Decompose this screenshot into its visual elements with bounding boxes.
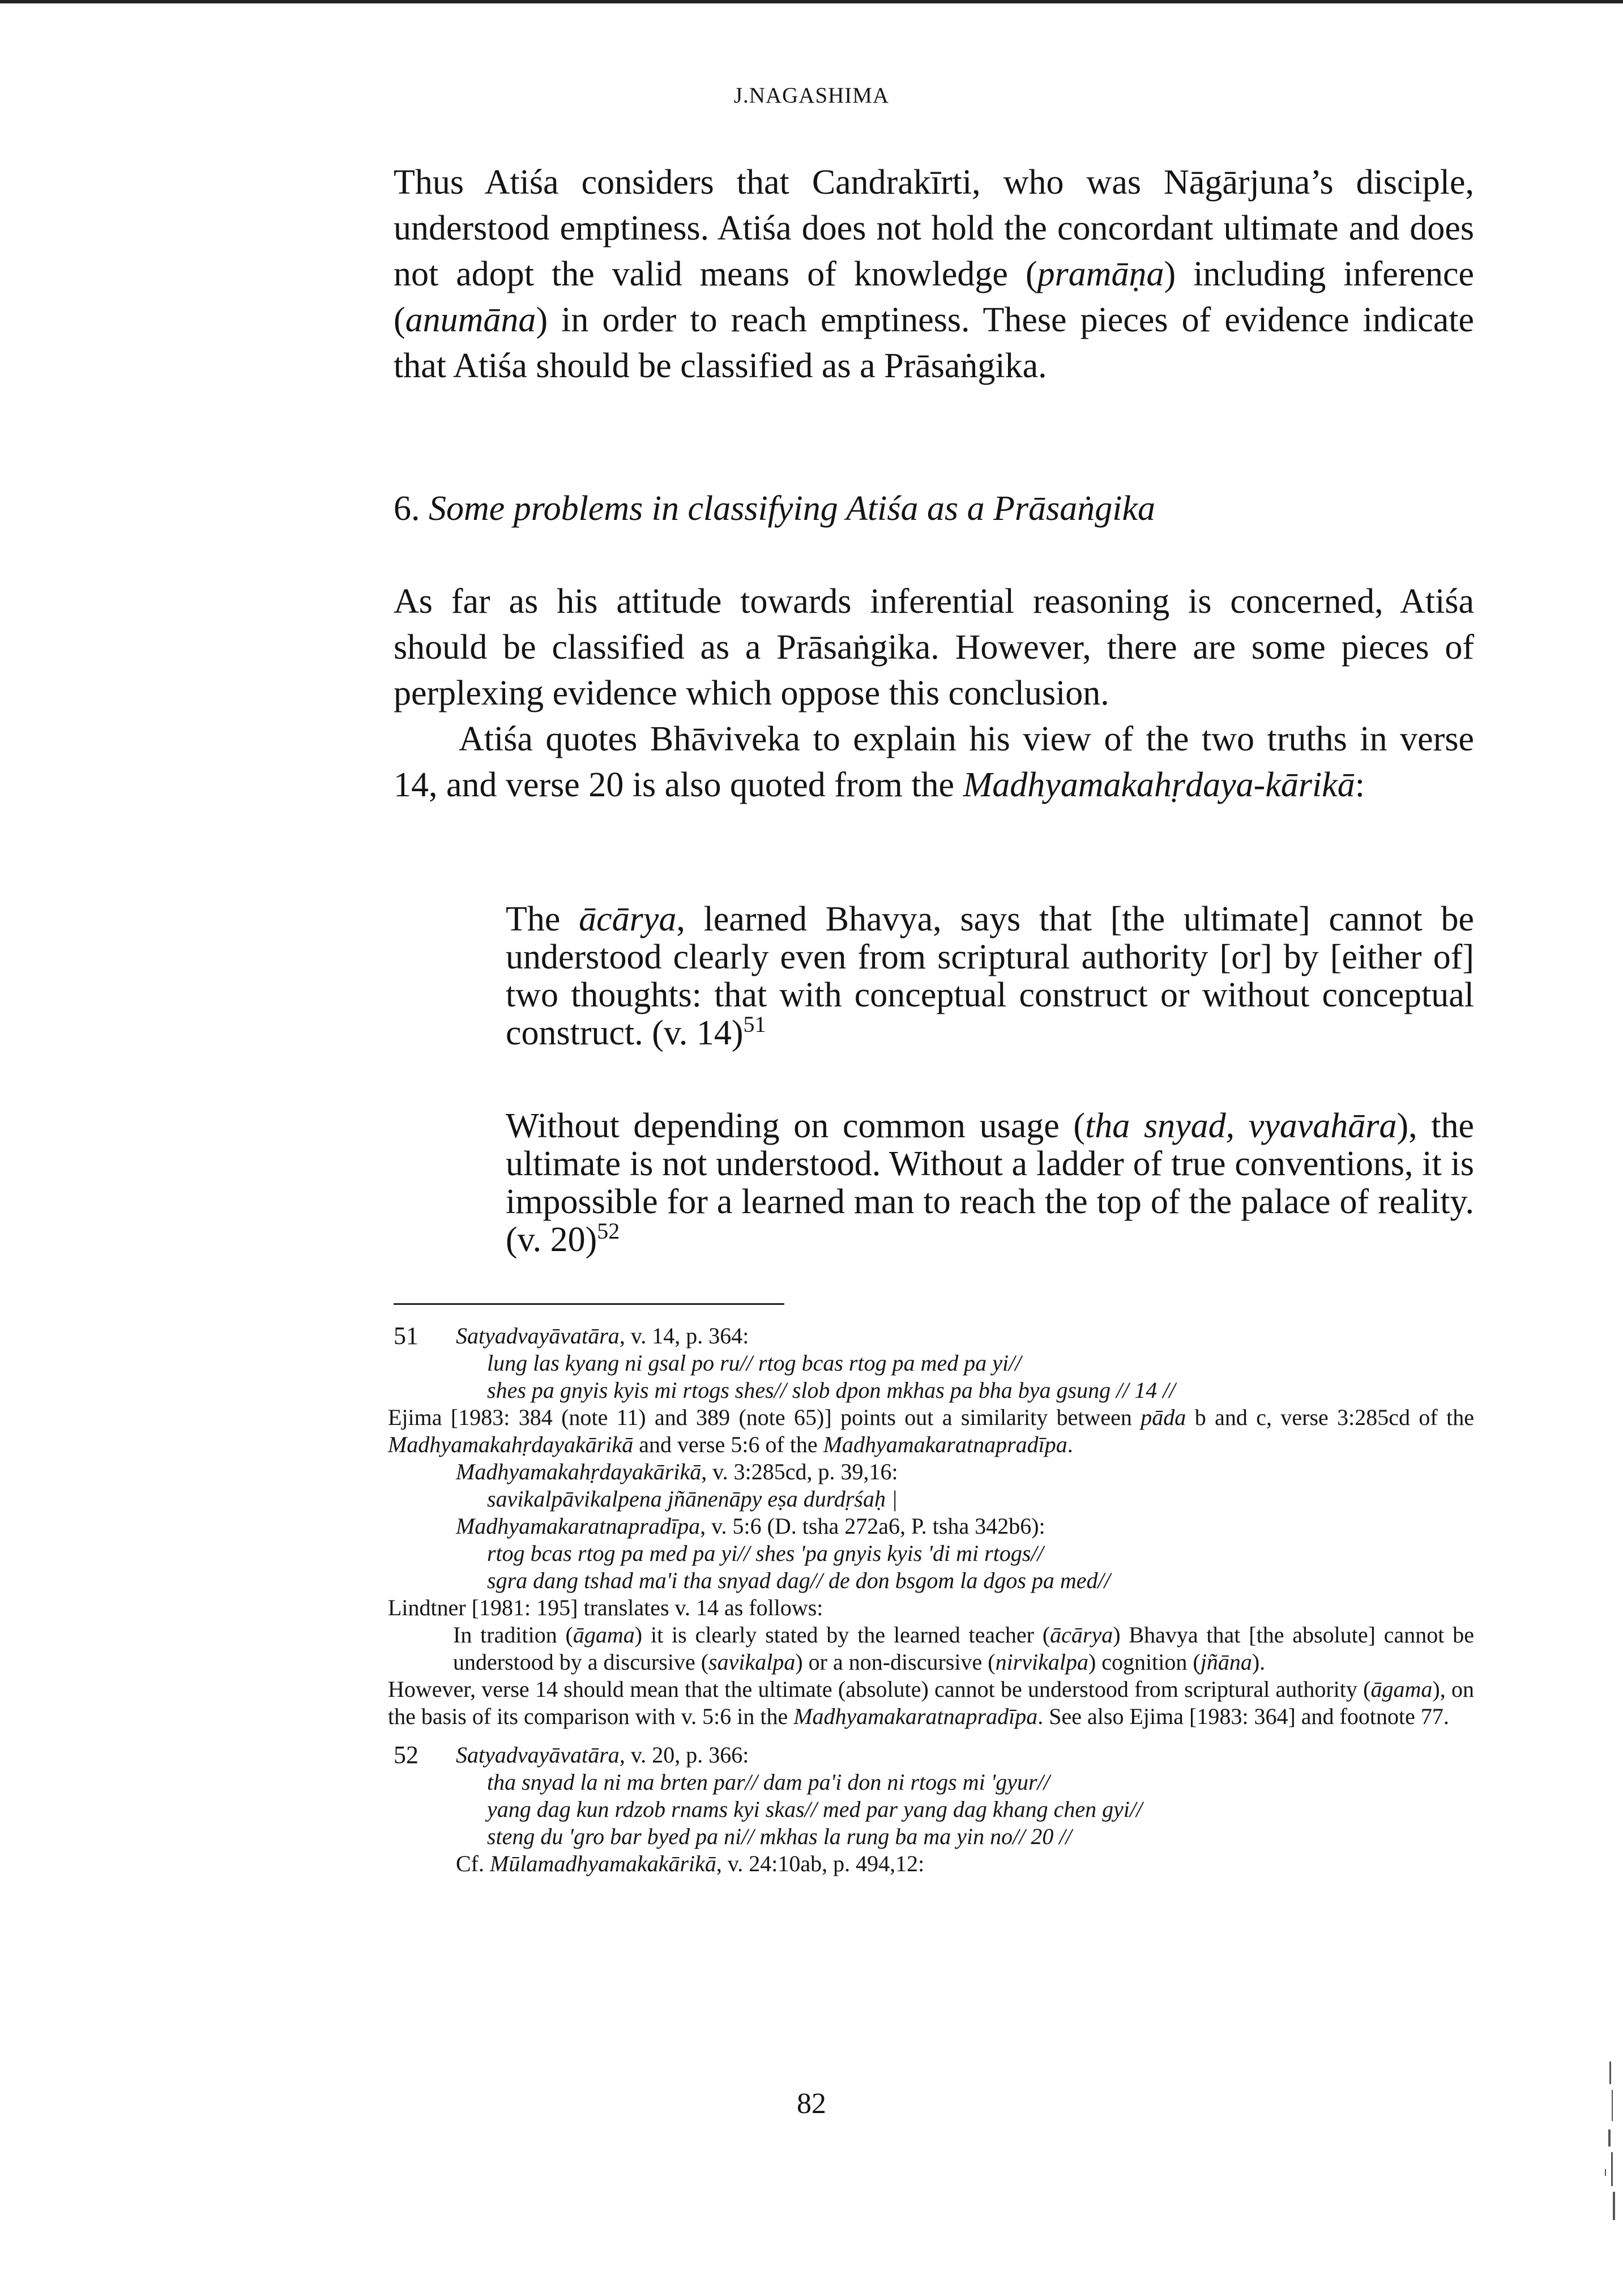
footnote-line [388,1769,1474,1796]
italic-text: pramāṇa [1037,255,1164,293]
text-run: ) cognition ( [1088,1649,1201,1675]
italic-text: Satyadvayāvatāra [456,1742,620,1768]
section-title: Some problems in classifying Atiśa as a Prāsaṅgika [429,489,1156,528]
text-run: lung las kyang ni gsal po ru// rtog bcas rtog pa med pa yi// [487,1350,1022,1376]
text-run: As far as his attitude towards inferential reasoning is concerned, Atiśa should be classified as a Prāsaṅgika. However, there are some pieces of perplexing evidence which oppose this conclusion. [394,582,1474,712]
italic-text: tha snyad, vyavahāra [1085,1107,1397,1145]
footnote-line [388,1377,1474,1404]
text-run: , v. 3:285cd, p. 39,16: [701,1459,898,1484]
footnote-line [388,1513,1474,1540]
text-run: shes pa gnyis kyis mi rtogs shes// slob dpon mkhas pa bha bya gsung // 14 // [487,1377,1176,1403]
italic-text: Madhyamakaratnapradīpa [456,1513,701,1539]
italic-text: jñāna [1200,1649,1252,1675]
section-heading [394,486,1155,532]
text-run: Thus Atiśa considers that Candrakīrti, who was Nāgārjuna’s disciple, understood emptiness. Atiśa does not hold the concordant ultimate and does not adopt the valid means of knowledge ( [394,163,1474,293]
text-run: b and c, verse 3:285cd of the [1186,1405,1474,1430]
italic-text: Madhyamakaratnapradīpa [823,1432,1067,1457]
paragraph-inferential-reasoning [394,579,1474,716]
footnote-line [388,1486,1474,1513]
italic-text: savikalpa [708,1649,796,1675]
italic-text: Madhyamakahṛdayakārikā [388,1432,634,1457]
paragraph-bhaviveka-quote-intro [394,716,1474,808]
footnote-separator [394,1303,784,1305]
text-run: yang dag kun rdzob rnams kyi skas// med par yang dag khang chen gyi// [487,1796,1143,1822]
footnote-line [388,1796,1474,1823]
text-run: Lindtner [1981: 195] translates v. 14 as follows: [388,1595,823,1620]
italic-text: Mūlamadhyamakakārikā [490,1851,716,1876]
text-run: ) it is clearly stated by the learned teacher ( [634,1622,1050,1648]
footnote-line [388,1458,1474,1486]
text-run: Atiśa quotes Bhāviveka to explain his view of the two truths in verse 14, and verse 20 is also quoted from the [394,720,1474,804]
footnote-line [388,1850,1474,1877]
rich-text [506,1107,1474,1259]
paragraph-block-section6 [394,579,1474,808]
page-number: 82 [797,2088,826,2120]
italic-text: Madhyamakaratnapradīpa [793,1704,1038,1729]
text-run: In tradition ( [453,1622,573,1648]
text-run: Cf. [456,1851,490,1876]
footnote-line [388,1594,1474,1621]
rich-text [394,160,1474,389]
footnote-line [388,1742,1474,1769]
text-run: ). [1252,1649,1266,1675]
footnote-52 [388,1742,1474,1877]
text-run: tha snyad la ni ma brten par// dam pa'i don ni rtogs mi 'gyur// [487,1769,1050,1795]
text-run: , v. 14, p. 364: [619,1323,749,1348]
footnote-line [388,1567,1474,1594]
text-run: , learned Bhavya, says that [the ultimate] cannot be understood clearly even from scriptural authority [or] by [either of] two thoughts: that with conceptual construct or without conceptual construct. (v. 14) [506,900,1474,1052]
text-run: steng du 'gro bar byed pa ni// mkhas la rung ba ma yin no// 20 // [487,1824,1072,1849]
footnote-number: 52 [394,1741,418,1769]
footnote-lines [388,1742,1474,1877]
text-run: , v. 24:10ab, p. 494,12: [716,1851,925,1876]
footnote-line [388,1823,1474,1850]
text-run: : [1355,766,1365,804]
text-run: Ejima [1983: 384 (note 11) and 389 (note 65)] points out a similarity between [388,1405,1141,1430]
footnote-line [388,1404,1474,1458]
footnote-line [388,1540,1474,1567]
text-run: sgra dang tshad ma'i tha snyad dag// de don bsgom la dgos pa med// [487,1568,1111,1593]
footnote-line [388,1322,1474,1350]
footnote-ref: 52 [597,1218,620,1244]
running-head: J.NAGASHIMA [733,83,890,108]
text-run: ), on the basis of its comparison with v. 5:6 in the [388,1676,1474,1729]
scan-edge-artifact [1592,2056,1617,2226]
italic-text: Satyadvayāvatāra [456,1323,620,1348]
italic-text: nirvikalpa [995,1649,1088,1675]
italic-text: pāda [1141,1405,1186,1430]
text-run: ) Bhavya that [the absolute] cannot be understood by a discursive ( [453,1622,1475,1675]
text-run: rtog bcas rtog pa med pa yi// shes 'pa gnyis kyis 'di mi rtogs// [487,1540,1044,1566]
text-run: Without depending on common usage ( [506,1107,1086,1145]
paragraph-prasangika-summary [394,160,1474,389]
text-run: ) in order to reach emptiness. These pieces of evidence indicate that Atiśa should be classified as a Prāsaṅgika. [394,301,1474,385]
rich-text [506,901,1474,1052]
text-run: . [1067,1432,1073,1457]
italic-text: Madhyamakahṛdayakārikā [456,1459,702,1484]
text-run: ), the ultimate is not understood. Without a ladder of true conventions, it is impossible for a learned man to reach the top of the palace of reality. (v. 20) [506,1107,1475,1259]
footnote-51 [388,1322,1474,1730]
footnote-line [388,1350,1474,1377]
block-quote-verse-20 [506,1107,1474,1259]
footnote-line [388,1621,1474,1676]
text-run: savikalpāvikalpena jñānenāpy eṣa durdṛśaḥ | [487,1486,898,1512]
italic-text: Madhyamakahṛdaya-kārikā [963,766,1355,804]
italic-text: āgama [573,1622,635,1648]
text-run: and verse 5:6 of the [633,1432,823,1457]
text-run: ) including inference ( [394,255,1475,339]
footnote-ref: 51 [743,1012,766,1037]
text-run: However, verse 14 should mean that the ultimate (absolute) cannot be understood from scriptural authority ( [388,1676,1371,1702]
italic-text: āgama [1370,1676,1433,1702]
section-number: 6. [394,489,420,528]
text-run: The [506,900,579,938]
footnote-number: 51 [394,1322,418,1350]
italic-text: ācārya [579,900,677,938]
footnote-line [388,1676,1474,1730]
block-quote-verse-14 [506,901,1474,1052]
italic-text: ācārya [1050,1622,1113,1648]
italic-text: anumāna [405,301,536,339]
text-run: . See also Ejima [1983: 364] and footnote 77. [1037,1704,1449,1729]
text-run: , v. 20, p. 366: [619,1742,749,1768]
footnotes [388,1322,1474,1877]
footnote-lines [388,1322,1474,1730]
text-run: ) or a non-discursive ( [795,1649,996,1675]
text-run: , v. 5:6 (D. tsha 272a6, P. tsha 342b6): [700,1513,1045,1539]
